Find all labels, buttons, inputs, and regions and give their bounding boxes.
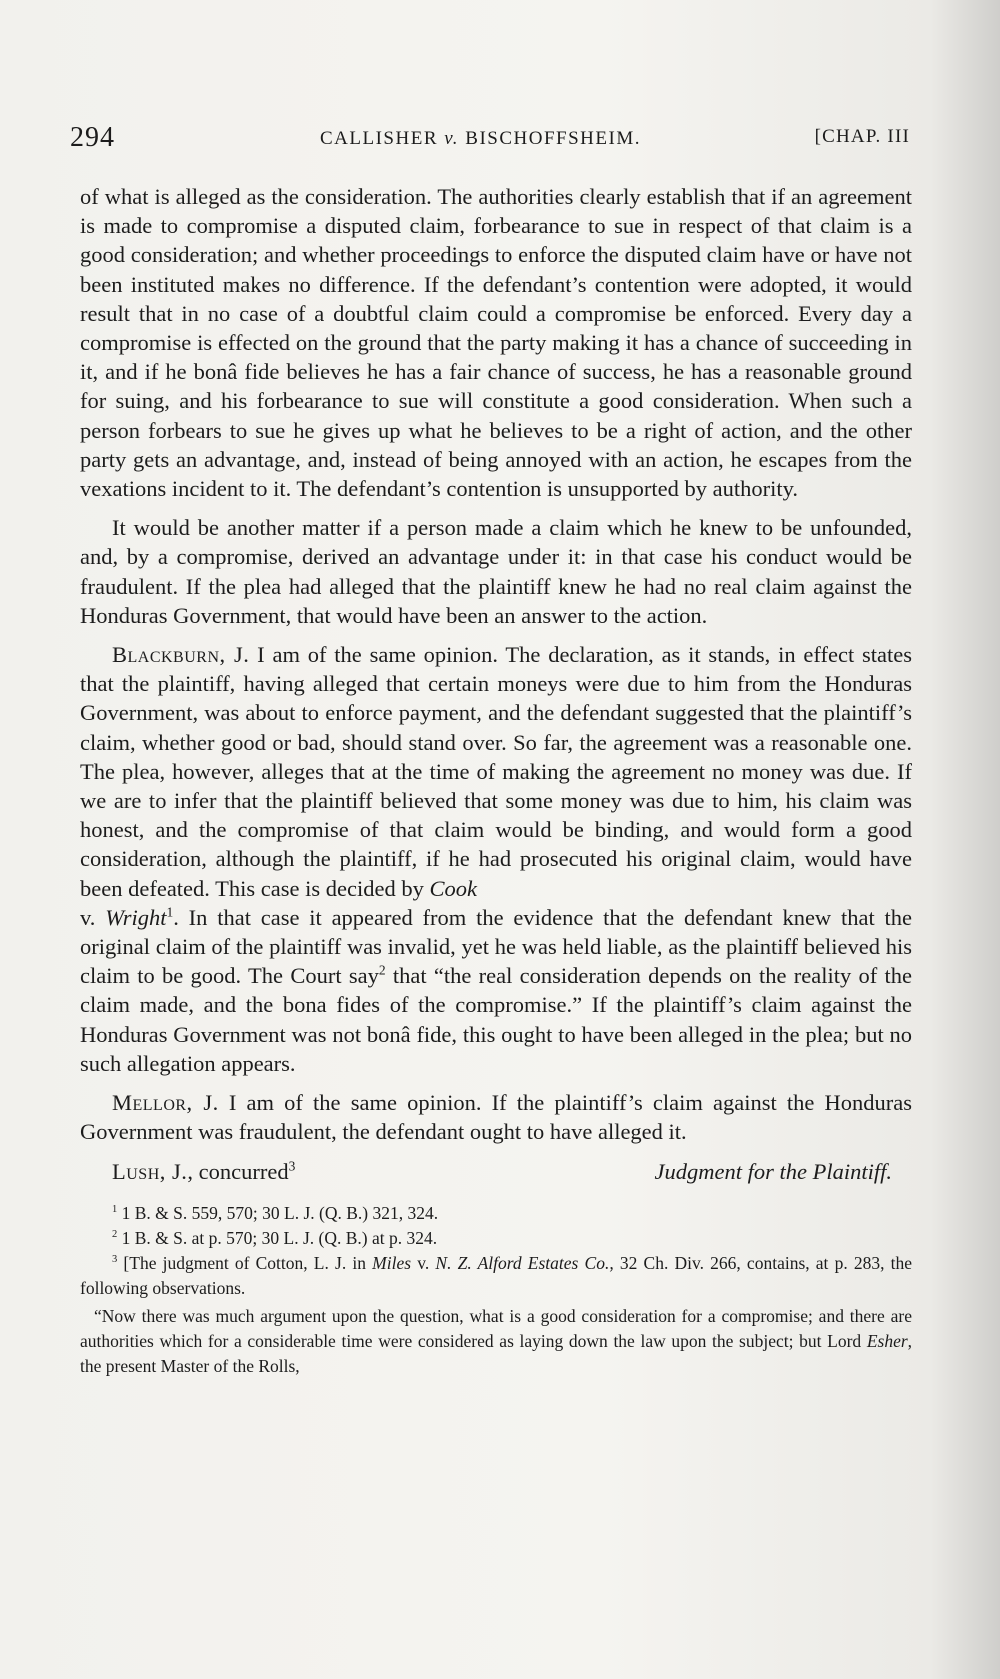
- concurred-text: , concurred: [187, 1158, 289, 1184]
- running-title-party-a: CALLISHER: [320, 128, 438, 149]
- footnote-mark-3: 3: [112, 1253, 118, 1265]
- footnote-3-case-b: N. Z. Alford Estates Co.,: [435, 1252, 614, 1273]
- footnote-3: [80, 1251, 912, 1301]
- running-title-v: v.: [444, 128, 460, 149]
- chapter-label: [CHAP. III: [814, 126, 910, 147]
- footnote-1: [80, 1201, 912, 1226]
- case-v: v.: [80, 904, 96, 930]
- judgment-line: [80, 1157, 912, 1189]
- footnote-3-v: v.: [417, 1252, 430, 1273]
- footnote-ref-3: 3: [288, 1158, 296, 1173]
- footnote-mark-1: 1: [112, 1203, 118, 1215]
- footnote-quote: [80, 1304, 912, 1379]
- running-header: [70, 122, 910, 158]
- blackburn-text-a: I am of the same opinion. The declaration, as it stands, in effect states that the plaintiff, having alleged that certain moneys were due to him from the Honduras Government, was about to enforce payment, and the defendant suggested that the plaintiff’s claim, whether good or bad, should stand over. So far, the agreement was a reasonable one. The plea, however, alleges that at the time of making the agreement no money was due. If we are to infer that the plaintiff believed that some money was due to him, his claim was honest, and the compromise of that claim would be binding, and would form a good consideration, although the plaintiff, if he had prosecuted his original claim, would have been defeated. This case is decided by: [80, 642, 913, 901]
- footnote-ref-2: 2: [378, 962, 386, 978]
- footnote-2-text: 1 B. & S. at p. 570; 30 L. J. (Q. B.) at p. 324.: [121, 1227, 438, 1248]
- footnote-mark-2: 2: [112, 1228, 118, 1240]
- footnote-3-text-a: [The judgment of Cotton, L. J. in: [123, 1252, 366, 1273]
- footnote-1-text: 1 B. & S. 559, 570; 30 L. J. (Q. B.) 321, 324.: [121, 1202, 439, 1223]
- paragraph-1: of what is alleged as the consideration. The authorities clearly establish that if an agreement is made to compromise a disputed claim, forbearance to sue in respect of that claim is a good consideration; and whether proceedings to enforce the disputed claim have or have not been instituted makes no difference. If the defendant’s contention were adopted, it would result that in no case of a doubtful claim could a compromise be enforced. Every day a compromise is effected on the ground that the party making it has a chance of succeeding in it, and if he bonâ fide believes he has a fair chance of success, he has a reasonable ground for suing, and his forbearance to sue will constitute a good consideration. When such a person forbears to sue he gives up what he believes to be a right of action, and the other party gets an advantage, and, instead of being annoyed with an action, he escapes from the vexations incident to it. The defendant’s contention is unsupported by authority.: [80, 184, 912, 502]
- running-title: [320, 128, 641, 150]
- judge-name-blackburn: Blackburn, J.: [112, 642, 250, 668]
- blackburn-text-b: . In that case it appeared from the evidence that the defendant knew that the original claim of the plaintiff was invalid, yet he was held liable, as the plaintiff believed his claim to be good. The Court say: [80, 904, 912, 989]
- mellor-text: I am of the same opinion. If the plaintiff’s claim against the Honduras Government was fraudulent, the defendant ought to have alleged it.: [80, 1090, 913, 1145]
- quote-text-b: , the present Master of the Rolls,: [80, 1330, 913, 1376]
- paragraph-blackburn: [80, 640, 912, 1078]
- paragraph-mellor: [80, 1088, 912, 1146]
- quote-name-esher: Esher: [866, 1330, 908, 1351]
- case-name-wright: Wright: [105, 904, 167, 930]
- main-text: [80, 182, 912, 1379]
- footnote-3-case-a: Miles: [372, 1252, 412, 1273]
- judge-name-lush: Lush, J.: [112, 1158, 188, 1184]
- footnotes: [80, 1201, 912, 1379]
- case-name-cook: Cook: [429, 875, 477, 901]
- footnote-2: [80, 1226, 912, 1251]
- judge-name-mellor: Mellor, J.: [112, 1090, 219, 1116]
- judgment-result: Judgment for the Plaintiff.: [654, 1158, 892, 1184]
- lush-concurred: [112, 1157, 295, 1186]
- footnote-3-text-b: 32 Ch. Div. 266, contains, at p. 283, the following observations.: [80, 1252, 913, 1298]
- quote-text-a: “Now there was much argument upon the question, what is a good consideration for a compromise; and there are authorities which for a considerable time were considered as laying down the law upon the subject; but Lord: [80, 1305, 912, 1351]
- footnote-ref-1: 1: [166, 904, 174, 920]
- paragraph-2: It would be another matter if a person made a claim which he knew to be unfounded, and, by a compromise, derived an advantage under it: in that case his conduct would be fraudulent. If the plea had alleged that the plaintiff knew he had no real claim against the Honduras Government, that would have been an answer to the action.: [80, 515, 912, 628]
- blackburn-text-c: that “the real consideration depends on the reality of the claim made, and the bona fides of the compromise.” If the plaintiff’s claim against the Honduras Government was not bonâ fide, this ought to have been alleged in the plea; but no such allegation appears.: [80, 963, 912, 1076]
- running-title-party-b: BISCHOFFSHEIM.: [465, 128, 641, 149]
- page-number: 294: [70, 122, 115, 153]
